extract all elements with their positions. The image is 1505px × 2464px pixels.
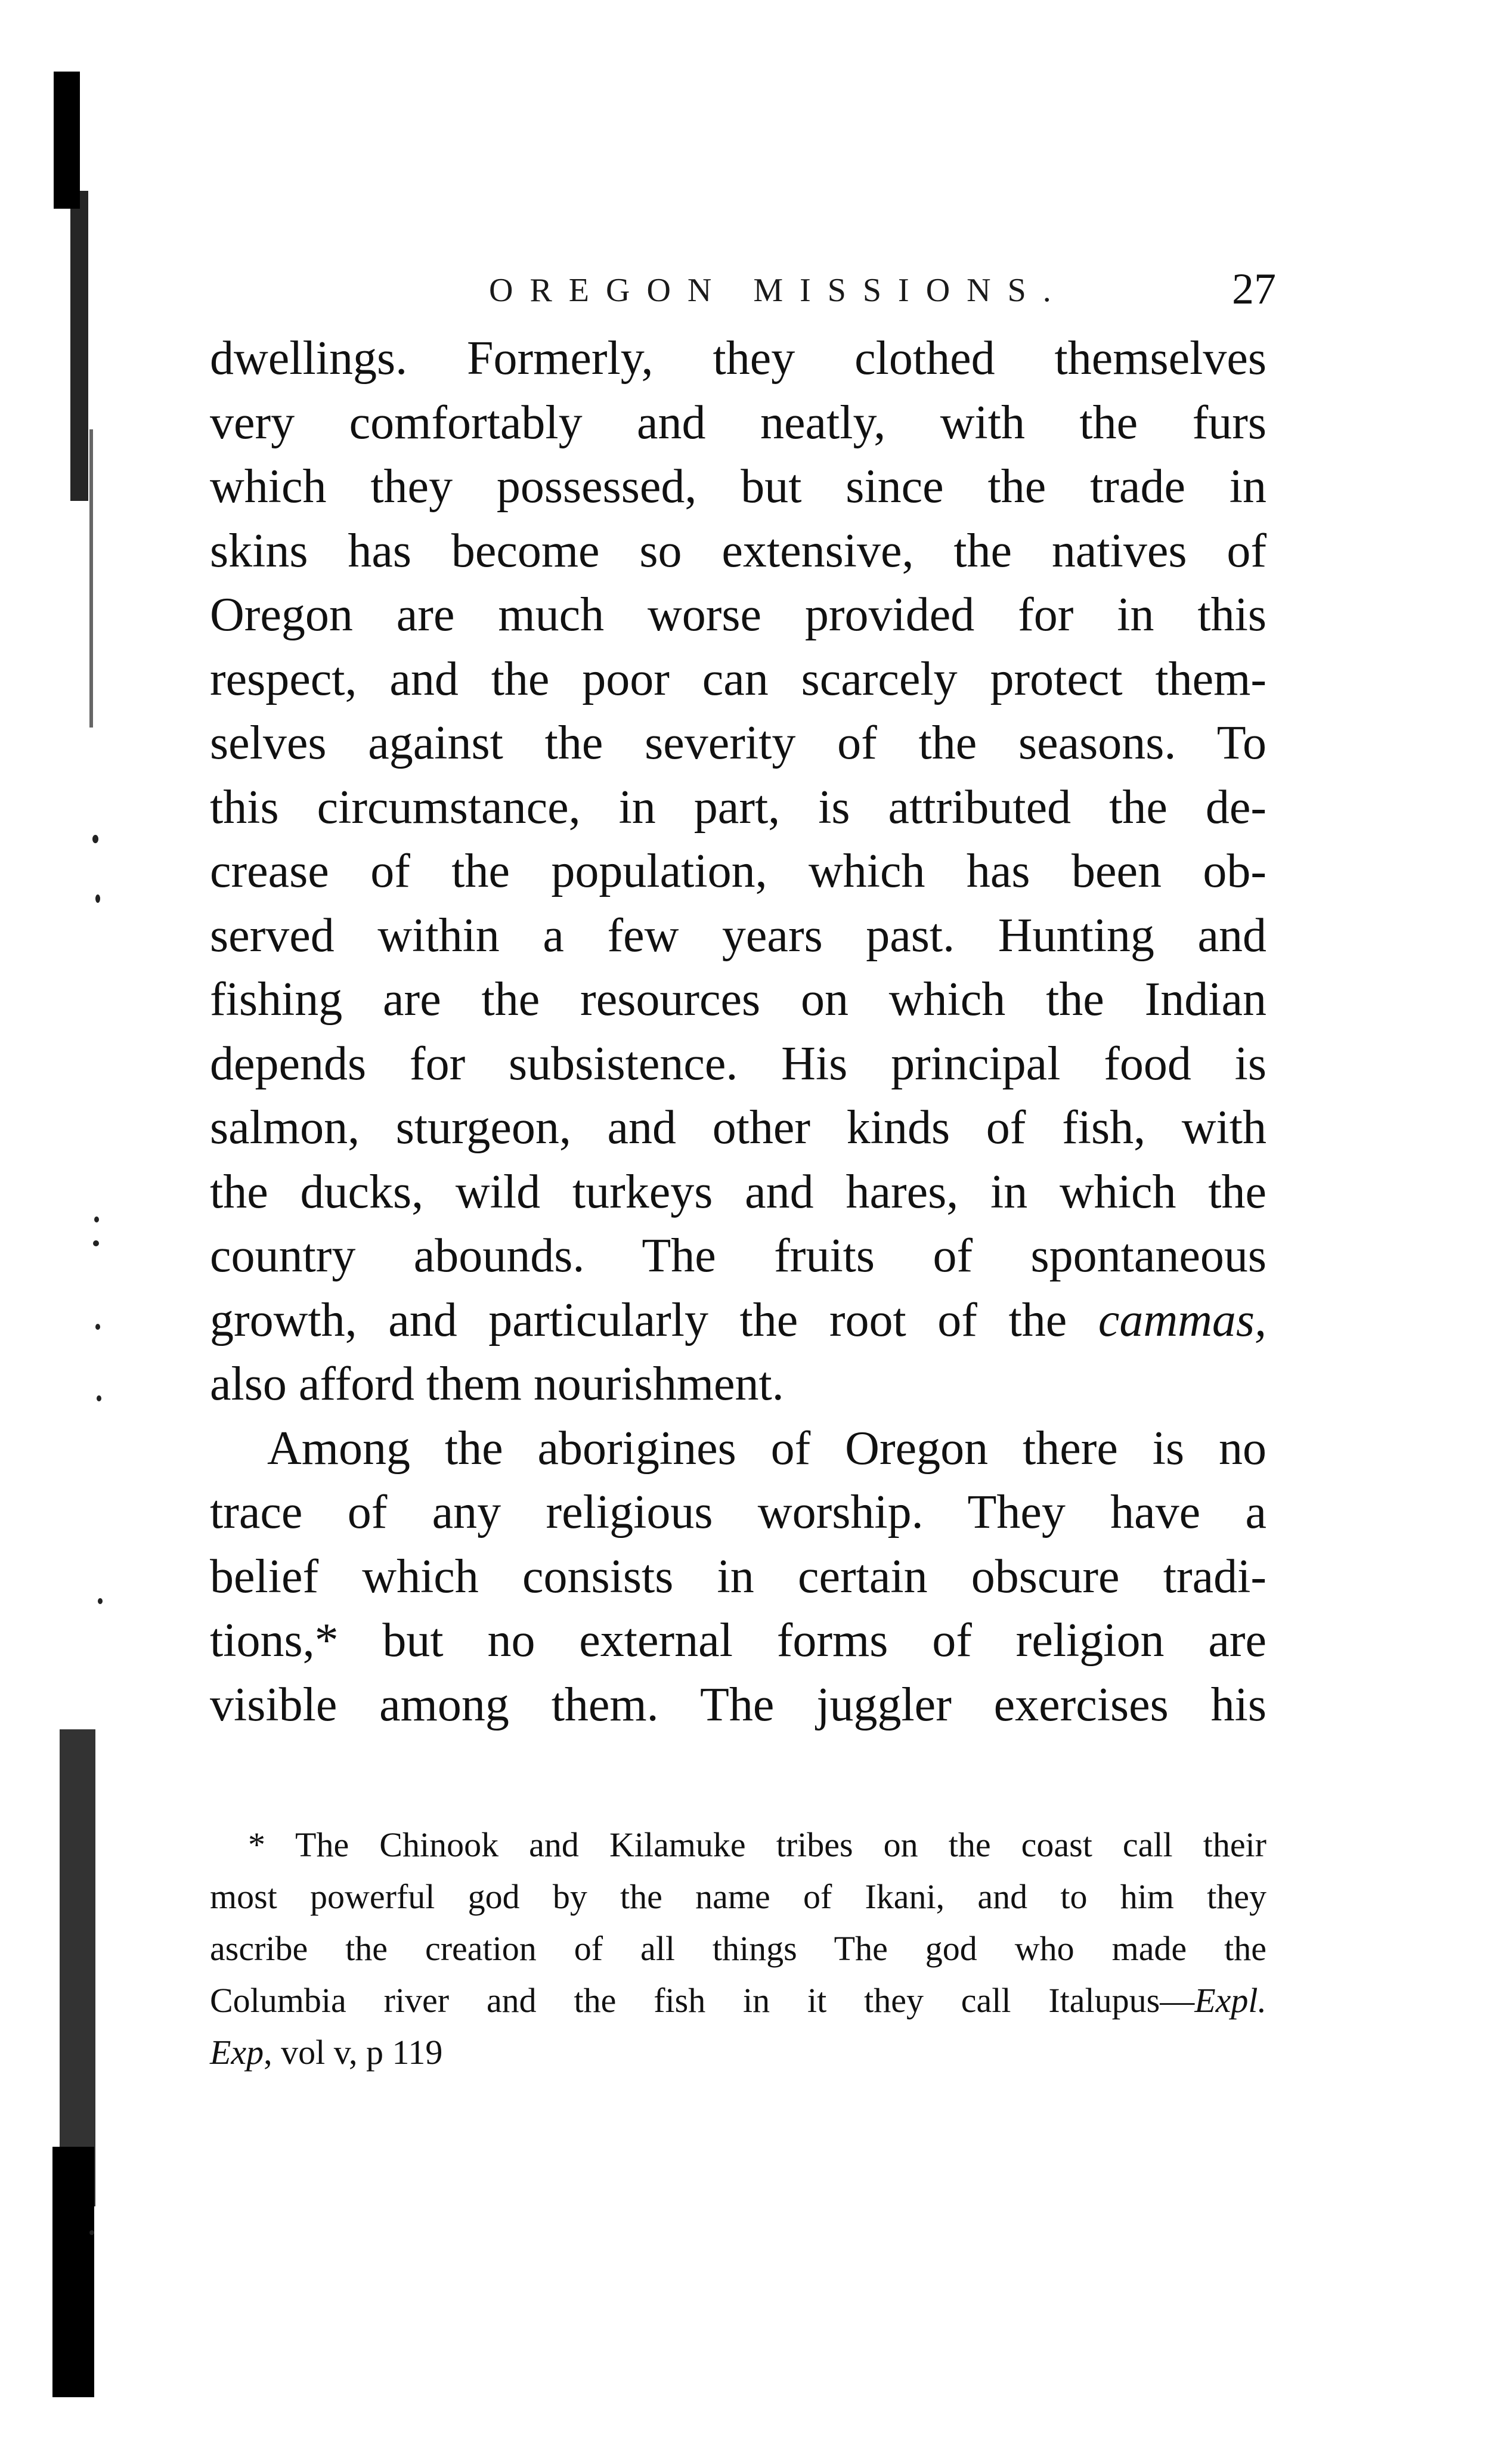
text-line: country abounds. The fruits of spontaneous bbox=[210, 1230, 1266, 1282]
text-line: very comfortably and neatly, with the furs bbox=[210, 396, 1266, 449]
text-line: this circumstance, in part, is attributed the de- bbox=[210, 781, 1266, 834]
text-line: tions,* but no external forms of religion are bbox=[210, 1614, 1266, 1667]
text-line: skins has become so extensive, the natives of bbox=[210, 524, 1266, 577]
text-segment: growth, and particularly the root of the bbox=[210, 1293, 1098, 1346]
running-title: OREGON MISSIONS. bbox=[489, 272, 1068, 309]
body-text bbox=[210, 327, 1266, 1737]
italic-term: cammas, bbox=[1098, 1293, 1266, 1346]
text-line: trace of any religious worship. They have a bbox=[210, 1486, 1266, 1539]
text-line: Oregon are much worse provided for in this bbox=[210, 589, 1266, 641]
text-line: Among the aborigines of Oregon there is no bbox=[267, 1422, 1266, 1475]
text-line: which they possessed, but since the trade in bbox=[210, 460, 1266, 513]
text-line: respect, and the poor can scarcely protect them- bbox=[210, 652, 1266, 705]
binding-gutter-shadow bbox=[36, 72, 107, 2409]
text-line: selves against the severity of the seasons. To bbox=[210, 717, 1266, 769]
page-number: 27 bbox=[1232, 265, 1276, 314]
footnote bbox=[210, 1819, 1266, 2078]
text-line: belief which consists in certain obscure tradi- bbox=[210, 1550, 1266, 1603]
footnote-line: * The Chinook and Kilamuke tribes on the coast call their bbox=[248, 1825, 1266, 1864]
text-line: fishing are the resources on which the Indian bbox=[210, 973, 1266, 1026]
text-line: crease of the population, which has been ob- bbox=[210, 845, 1266, 897]
footnote-line: ascribe the creation of all things The god who made the bbox=[210, 1929, 1266, 1968]
text-segment: Columbia river and the fish in it they call Italupus— bbox=[210, 1981, 1195, 2020]
running-head bbox=[209, 265, 1276, 319]
text-line: visible among them. The juggler exercises his bbox=[210, 1678, 1266, 1731]
text-line: served within a few years past. Hunting and bbox=[210, 909, 1266, 962]
text-line: dwellings. Formerly, they clothed themselves bbox=[210, 332, 1266, 385]
text-line bbox=[210, 1289, 1266, 1353]
footnote-line: most powerful god by the name of Ikani, and to him they bbox=[210, 1877, 1266, 1916]
italic-term: Expl. bbox=[1194, 1981, 1266, 2020]
footnote-line bbox=[210, 1974, 1266, 2026]
footnote-line bbox=[210, 2026, 1266, 2078]
text-line: depends for subsistence. His principal food is bbox=[210, 1037, 1266, 1090]
italic-term: Exp bbox=[210, 2033, 264, 2072]
text-segment: , vol v, p 119 bbox=[264, 2033, 443, 2072]
text-line: salmon, sturgeon, and other kinds of fish, with bbox=[210, 1101, 1266, 1154]
text-line: the ducks, wild turkeys and hares, in which the bbox=[210, 1165, 1266, 1218]
text-line: also afford them nourishment. bbox=[210, 1358, 784, 1410]
